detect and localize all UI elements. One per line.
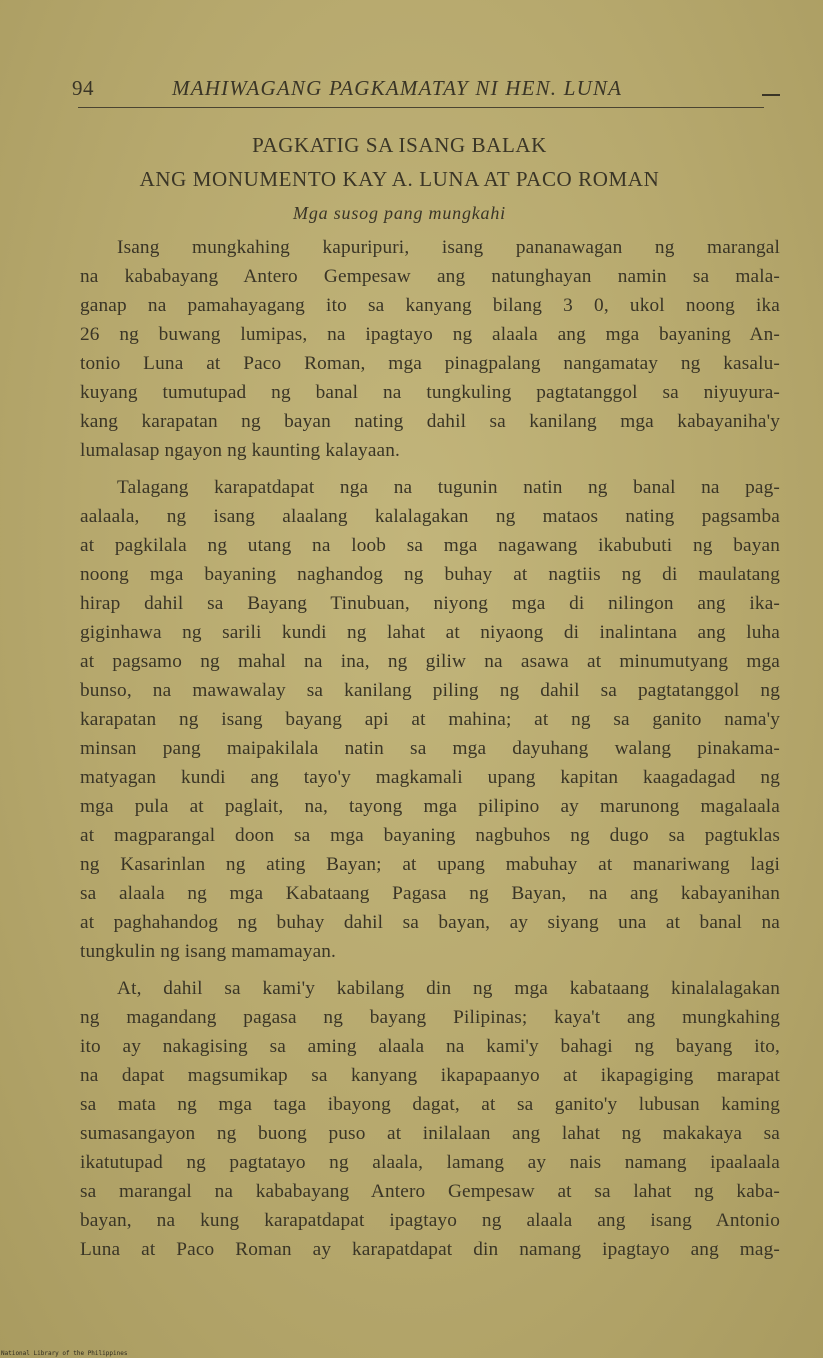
text-line: noong mga bayaning naghandog ng buhay at nagtiis ng di maulatang <box>80 564 780 585</box>
text-line: aalaala, ng isang alaalang kalalagakan ng mataos nating pagsamba <box>80 506 780 527</box>
text-line: giginhawa ng sarili kundi ng lahat at niyaong di inalintana ang luha <box>80 622 780 643</box>
text-line: ng magandang pagasa ng bayang Pilipinas; kaya't ang mungkahing <box>80 1007 780 1028</box>
text-line: bayan, na kung karapatdapat ipagtayo ng alaala ang isang Antonio <box>80 1210 780 1231</box>
text-line: 26 ng buwang lumipas, na ipagtayo ng alaala ang mga bayaning An- <box>80 324 780 345</box>
text-line: mga pula at paglait, na, tayong mga pilipino ay marunong magalaala <box>80 796 780 817</box>
text-line: ikatutupad ng pagtatayo ng alaala, lamang ay nais namang ipaalaala <box>80 1152 780 1173</box>
text-line: hirap dahil sa Bayang Tinubuan, niyong mga di nilingon ang ika- <box>80 593 780 614</box>
text-line: Talagang karapatdapat nga na tugunin natin ng banal na pag- <box>117 477 780 498</box>
running-title: MAHIWAGANG PAGKAMATAY NI HEN. LUNA <box>172 76 623 100</box>
text-line: kuyang tumutupad ng banal na tungkuling pagtatanggol sa niyuyura- <box>80 382 780 403</box>
page-number: 94 <box>72 76 94 100</box>
text-line: at pagsamo ng mahal na ina, ng giliw na asawa at minumutyang mga <box>80 651 780 672</box>
library-credit: National Library of the Philippines <box>1 1350 128 1357</box>
text-line: sumasangayon ng buong puso at inilalaan ang lahat ng makakaya sa <box>80 1123 780 1144</box>
text-line: kang karapatan ng bayan nating dahil sa kanilang mga kabayaniha'y <box>80 411 780 432</box>
text-line: at magparangal doon sa mga bayaning nagbuhos ng dugo sa pagtuklas <box>80 825 780 846</box>
text-line: na kababayang Antero Gempesaw ang natunghayan namin sa mala- <box>80 266 780 287</box>
article-title-line-1: PAGKATIG SA ISANG BALAK <box>252 133 547 157</box>
page-header <box>72 76 762 106</box>
article-subtitle: Mga susog pang mungkahi <box>293 203 506 223</box>
text-line: at pagkilala ng utang na loob sa mga nagawang ikabubuti ng bayan <box>80 535 780 556</box>
text-line: ng Kasarinlan ng ating Bayan; at upang mabuhay at manariwang lagi <box>80 854 780 875</box>
text-line: At, dahil sa kami'y kabilang din ng mga kabataang kinalalagakan <box>117 978 780 999</box>
text-line: na dapat magsumikap sa kanyang ikapapaanyo at ikapagiging marapat <box>80 1065 780 1086</box>
text-line: minsan pang maipakilala natin sa mga dayuhang walang pinakama- <box>80 738 780 759</box>
text-line: at paghahandog ng buhay dahil sa bayan, ay siyang una at banal na <box>80 912 780 933</box>
text-line: Luna at Paco Roman ay karapatdapat din namang ipagtayo ang mag- <box>80 1239 780 1260</box>
text-line: lumalasap ngayon ng kaunting kalayaan. <box>80 440 400 461</box>
header-dash <box>762 94 780 96</box>
text-line: matyagan kundi ang tayo'y magkamali upang kapitan kaagadagad ng <box>80 767 780 788</box>
text-line: karapatan ng isang bayang api at mahina; at ng sa ganito nama'y <box>80 709 780 730</box>
text-line: ganap na pamahayagang ito sa kanyang bilang 3 0, ukol noong ika <box>80 295 780 316</box>
text-line: sa alaala ng mga Kabataang Pagasa ng Bayan, na ang kabayanihan <box>80 883 780 904</box>
text-line: sa marangal na kababayang Antero Gempesaw at sa lahat ng kaba- <box>80 1181 780 1202</box>
article-title-line-2: ANG MONUMENTO KAY A. LUNA AT PACO ROMAN <box>139 167 660 191</box>
text-line: ito ay nakagising sa aming alaala na kami'y bahagi ng bayang ito, <box>80 1036 780 1057</box>
text-line: sa mata ng mga taga ibayong dagat, at sa ganito'y lubusan kaming <box>80 1094 780 1115</box>
text-line: Isang mungkahing kapuripuri, isang pananawagan ng marangal <box>117 237 780 258</box>
header-rule <box>78 107 764 108</box>
text-line: bunso, na mawawalay sa kanilang piling ng dahil sa pagtatanggol ng <box>80 680 780 701</box>
text-line: tungkulin ng isang mamamayan. <box>80 941 337 962</box>
text-line: tonio Luna at Paco Roman, mga pinagpalang nangamatay ng kasalu- <box>80 353 780 374</box>
